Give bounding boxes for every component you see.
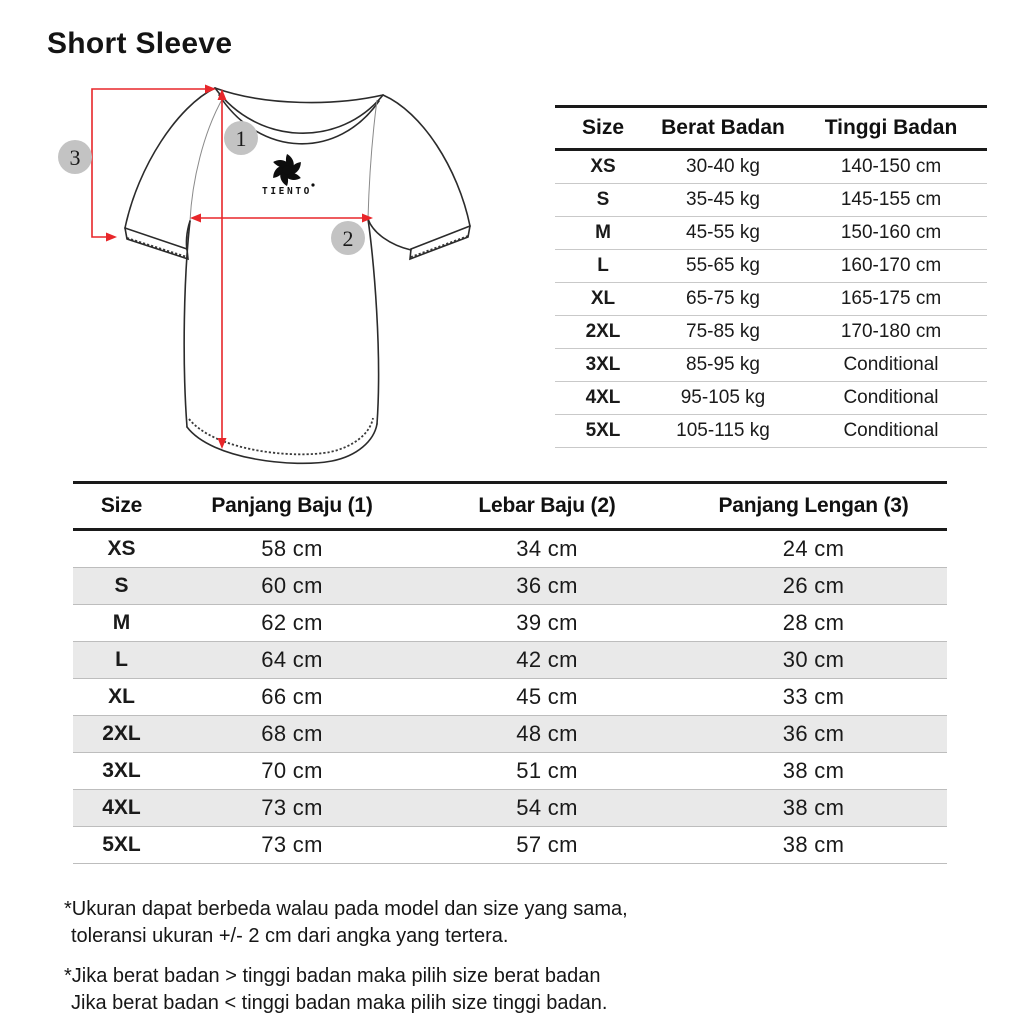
value-cell: 57 cm (414, 827, 680, 864)
table-row (555, 382, 987, 415)
footnote-tolerance: *Ukuran dapat berbeda walau pada model dan size yang sama, toleransi ukuran +/- 2 cm dari angka yang tertera. (64, 898, 628, 947)
value-cell: 62 cm (170, 605, 414, 642)
table-row (73, 790, 947, 827)
value-cell: 73 cm (170, 827, 414, 864)
value-cell: 95-105 kg (651, 382, 795, 415)
value-cell: 35-45 kg (651, 184, 795, 217)
size-cell: 5XL (73, 827, 170, 864)
value-cell: 150-160 cm (795, 217, 987, 250)
footnote-size-selection: *Jika berat badan > tinggi badan maka pilih size berat badan Jika berat badan < tinggi badan maka pilih size tinggi badan. (64, 965, 608, 1014)
table-row (555, 349, 987, 382)
value-cell: 64 cm (170, 642, 414, 679)
value-cell: 42 cm (414, 642, 680, 679)
footnotes (64, 896, 628, 1030)
column-header: Tinggi Badan (795, 107, 987, 150)
value-cell: Conditional (795, 382, 987, 415)
size-cell: L (73, 642, 170, 679)
table-row (73, 530, 947, 568)
size-cell: 2XL (73, 716, 170, 753)
size-cell: 4XL (73, 790, 170, 827)
table-row (73, 679, 947, 716)
column-header: Size (73, 483, 170, 530)
size-cell: S (555, 184, 651, 217)
brand-logo (262, 154, 315, 197)
value-cell: 70 cm (170, 753, 414, 790)
value-cell: 75-85 kg (651, 316, 795, 349)
size-cell: XS (555, 150, 651, 184)
header-row (555, 107, 987, 150)
table-row (555, 150, 987, 184)
value-cell: 34 cm (414, 530, 680, 568)
value-cell: 140-150 cm (795, 150, 987, 184)
table-row (555, 415, 987, 448)
value-cell: 105-115 kg (651, 415, 795, 448)
value-cell: 26 cm (680, 568, 947, 605)
value-cell: 39 cm (414, 605, 680, 642)
column-header: Panjang Lengan (3) (680, 483, 947, 530)
size-cell: 4XL (555, 382, 651, 415)
tiento-pinwheel-icon (270, 154, 304, 186)
tiento-wordmark: TIENTO (262, 186, 312, 197)
value-cell: 24 cm (680, 530, 947, 568)
size-cell: XS (73, 530, 170, 568)
value-cell: 45 cm (414, 679, 680, 716)
table-row (555, 316, 987, 349)
size-cell: L (555, 250, 651, 283)
svg-text:3: 3 (69, 145, 81, 170)
value-cell: 55-65 kg (651, 250, 795, 283)
column-header: Lebar Baju (2) (414, 483, 680, 530)
table-row (73, 605, 947, 642)
table-row (73, 642, 947, 679)
value-cell: 85-95 kg (651, 349, 795, 382)
table-row (73, 568, 947, 605)
value-cell: 36 cm (414, 568, 680, 605)
value-cell: 48 cm (414, 716, 680, 753)
weight-height-size-table (555, 105, 987, 448)
size-cell: 3XL (73, 753, 170, 790)
header-row (73, 483, 947, 530)
value-cell: 160-170 cm (795, 250, 987, 283)
size-cell: 5XL (555, 415, 651, 448)
value-cell: 30-40 kg (651, 150, 795, 184)
value-cell: 58 cm (170, 530, 414, 568)
value-cell: 66 cm (170, 679, 414, 716)
value-cell: 73 cm (170, 790, 414, 827)
value-cell: 170-180 cm (795, 316, 987, 349)
size-cell: S (73, 568, 170, 605)
table-row (73, 716, 947, 753)
shirt-measurement-diagram (40, 70, 600, 490)
size-cell: 3XL (555, 349, 651, 382)
value-cell: 38 cm (680, 827, 947, 864)
value-cell: 65-75 kg (651, 283, 795, 316)
value-cell: 33 cm (680, 679, 947, 716)
value-cell: 30 cm (680, 642, 947, 679)
column-header: Berat Badan (651, 107, 795, 150)
value-cell: 38 cm (680, 790, 947, 827)
table-row (73, 753, 947, 790)
value-cell: Conditional (795, 349, 987, 382)
size-cell: 2XL (555, 316, 651, 349)
value-cell: 28 cm (680, 605, 947, 642)
trademark-dot (311, 183, 314, 186)
marker-1 (224, 121, 258, 155)
svg-text:2: 2 (342, 226, 354, 251)
table-row (555, 184, 987, 217)
column-header: Size (555, 107, 651, 150)
size-cell: XL (73, 679, 170, 716)
page-title: Short Sleeve (47, 27, 233, 60)
table-row (73, 827, 947, 864)
column-header: Panjang Baju (1) (170, 483, 414, 530)
value-cell: 54 cm (414, 790, 680, 827)
value-cell: Conditional (795, 415, 987, 448)
marker-3 (58, 140, 92, 174)
value-cell: 36 cm (680, 716, 947, 753)
svg-text:1: 1 (235, 126, 247, 151)
value-cell: 60 cm (170, 568, 414, 605)
value-cell: 51 cm (414, 753, 680, 790)
table-row (555, 217, 987, 250)
garment-dimension-table (73, 481, 947, 864)
size-cell: M (73, 605, 170, 642)
value-cell: 45-55 kg (651, 217, 795, 250)
size-cell: XL (555, 283, 651, 316)
value-cell: 165-175 cm (795, 283, 987, 316)
tshirt-outline (125, 88, 470, 463)
marker-2 (331, 221, 365, 255)
value-cell: 145-155 cm (795, 184, 987, 217)
size-cell: M (555, 217, 651, 250)
value-cell: 68 cm (170, 716, 414, 753)
measure-width-line (190, 214, 373, 223)
table-row (555, 283, 987, 316)
shirt-diagram-svg (40, 70, 600, 490)
table-row (555, 250, 987, 283)
value-cell: 38 cm (680, 753, 947, 790)
